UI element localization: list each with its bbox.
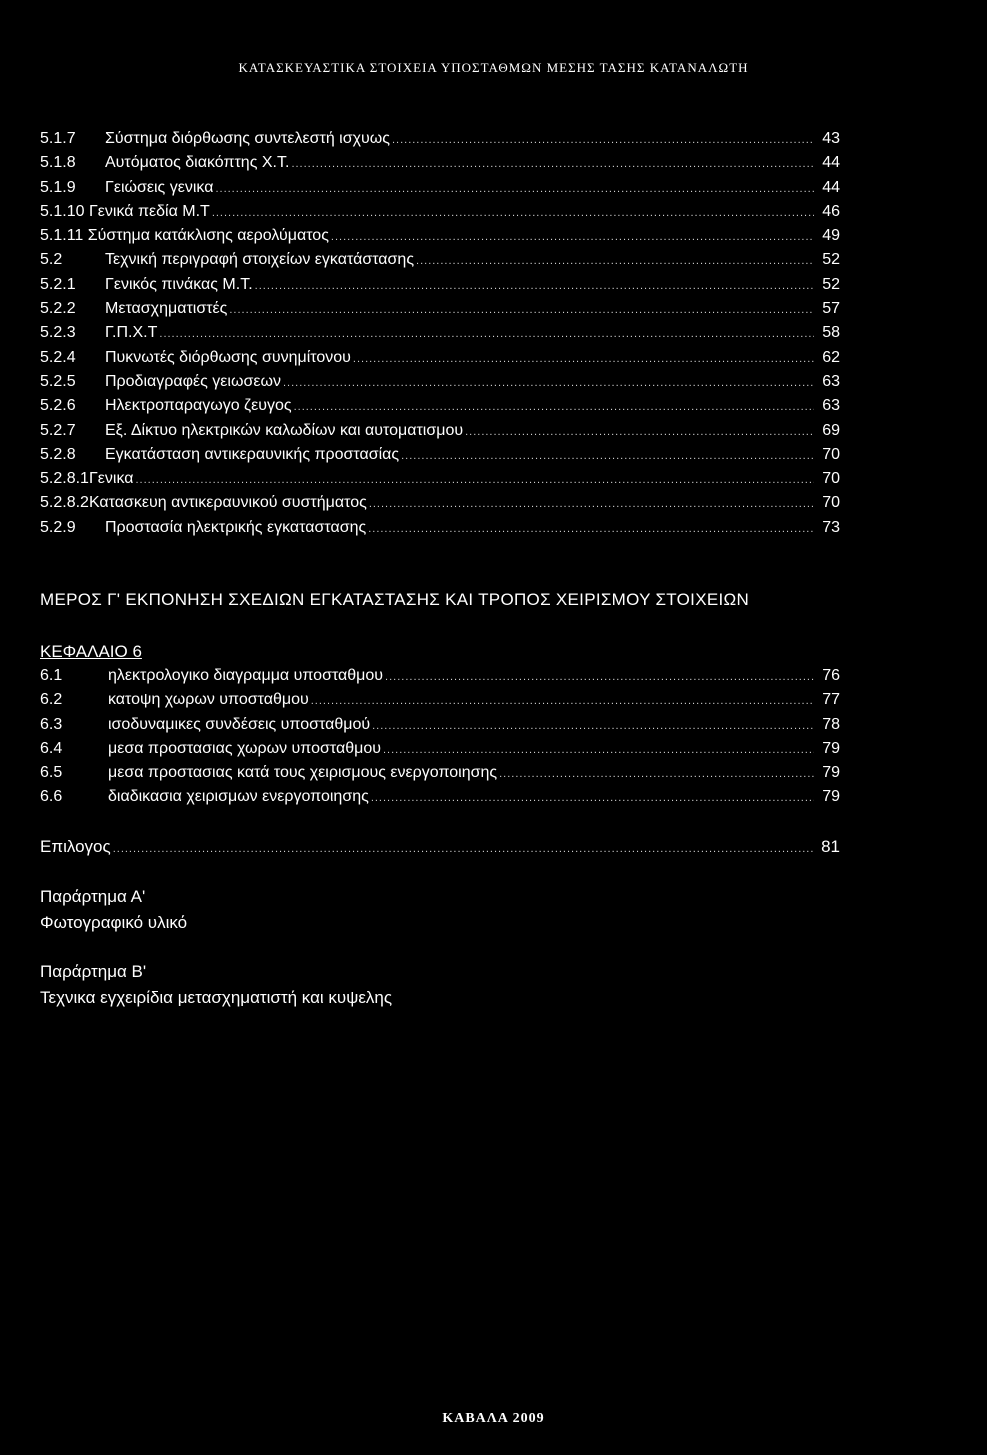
toc-entry [40,443,840,467]
toc-entry-page: 78 [822,715,840,733]
toc-entry [40,737,840,761]
toc-entry-title: Προδιαγραφές γειωσεων [105,372,281,390]
toc-entry-title: μεσα προστασιας χωρων υποσταθμου [108,739,381,757]
leader-dots [372,713,814,738]
toc-entry-page: 70 [822,470,840,488]
appendix-title: Τεχνικα εγχειρίδια μετασχηματιστή και κυψελης [40,988,393,1007]
toc-entry-title: Εγκατάσταση αντικεραυνικής προστασίας [105,445,400,463]
toc-entry-title: Γενικά πεδία Μ.Τ [88,202,210,220]
toc-entry-title: Εξ. Δίκτυο ηλεκτρικών καλωδίων και αυτοματισμου [105,421,464,439]
chapter-heading: ΚΕΦΑΛΑΙΟ 6 [40,642,142,661]
toc-entry [40,761,840,785]
toc-entry [40,419,840,443]
toc-entry-title: Αυτόματος διακόπτης Χ.Τ. [105,154,290,172]
toc-chapter-6 [40,664,840,810]
toc-entry-title: Σύστημα κατάκλισης αερολύματος [87,227,329,245]
toc-entry [40,321,840,345]
toc-epilogue [40,835,840,859]
toc-entry-page: 79 [822,764,840,782]
toc-entry-number: 6.5 [40,764,63,782]
toc-entry-page: 46 [822,202,840,220]
toc-entry-title: Γειώσεις γενικα [105,178,214,196]
leader-dots [392,127,814,152]
toc-entry [40,713,840,737]
toc-entry-page: 44 [822,154,840,172]
toc-entry-title: Τεχνική περιγραφή στοιχείων εγκατάστασης [105,251,415,269]
toc-entry-number: 6.2 [40,691,63,709]
toc-entry [40,346,840,370]
toc-entry [40,297,840,321]
toc-entry-number: 5.2.7 [40,421,76,439]
toc-entry-page: 79 [822,739,840,757]
leader-dots [212,200,814,225]
appendix-label: Παράρτημα Α' [40,887,146,906]
toc-entry-page: 76 [822,667,840,684]
toc-entry [40,467,840,491]
leader-dots [499,761,814,786]
toc-entry-page: 43 [822,130,840,147]
toc-entry [40,151,840,175]
toc-entry [40,491,840,515]
leader-dots [159,321,814,346]
toc-entry-page: 70 [822,494,840,512]
toc-entry-number: 5.1.7 [40,130,76,147]
toc-entry-title: ισοδυναμικες συνδέσεις υποσταθμού [108,715,371,733]
toc-entry-number: 6.3 [40,715,63,733]
toc-entry-number: 6.1 [40,667,63,684]
toc-entry [40,394,840,418]
toc-entry-number: 6.4 [40,739,63,757]
toc-entry-title: Γενικα [88,470,134,488]
toc-entry-number: 5.2.9 [40,518,76,536]
toc-entry-title: διαδικασια χειρισμων ενεργοποιησης [108,788,369,806]
toc-entry-number: 5.1.8 [40,154,76,172]
leader-dots [368,516,814,541]
leader-dots [283,370,814,395]
leader-dots [465,419,814,444]
toc-entry-title: μεσα προστασιας κατά τους χειρισμους ενεργοποιησης [108,764,498,782]
toc-entry-page: 44 [822,178,840,196]
toc-entry [40,370,840,394]
toc-entry-title: Γ.Π.Χ.Τ [105,324,158,342]
toc-entry [40,664,840,688]
toc-entry-number: 5.2.6 [40,397,76,415]
running-header: ΚΑΤΑΣΚΕΥΑΣΤΙΚΑ ΣΤΟΙΧΕΙΑ ΥΠΟΣΤΑΘΜΩΝ ΜΕΣΗΣ ΤΑΣΗΣ ΚΑΤΑΝΑΛΩΤΗ [238,60,749,75]
toc-entry-page: 63 [822,397,840,415]
toc-entry-page: 49 [822,227,840,245]
toc-entry-title: Πυκνωτές διόρθωσης συνημίτονου [105,348,351,366]
leader-dots [416,248,814,273]
leader-dots [113,835,814,861]
toc-entry [40,516,840,540]
toc-entry [40,835,840,859]
leader-dots [255,273,814,298]
toc-entry-page: 58 [822,324,840,342]
toc-entry [40,785,840,809]
toc-entry-page: 77 [822,691,840,709]
leader-dots [229,297,814,322]
toc-entry-page: 73 [822,518,840,536]
appendix-label: Παράρτημα Β' [40,962,147,981]
toc-entry [40,688,840,712]
leader-dots [331,224,814,249]
toc-entry-page: 69 [822,421,840,439]
toc-entry-title: κατοψη χωρων υποσταθμου [108,691,309,709]
toc-entry-title: Προστασία ηλεκτρικής εγκαταστασης [105,518,367,536]
toc-entry-number: 5.2.8 [40,445,76,463]
toc-entry-page: 62 [822,348,840,366]
leader-dots [136,467,815,492]
running-footer: ΚΑΒΑΛΑ 2009 [442,1411,545,1426]
leader-dots [401,443,814,468]
leader-dots [215,176,814,201]
toc-entry-number: 6.6 [40,788,63,806]
toc-entry-page: 79 [822,788,840,806]
toc-entry-title: Επιλογος [40,837,111,856]
toc-entry-page: 63 [822,372,840,390]
toc-entry-number: 5.2.5 [40,372,76,390]
leader-dots [294,394,814,419]
toc-entry-page: 52 [822,275,840,293]
leader-dots [353,346,814,371]
leader-dots [369,491,814,516]
toc-entry-number: 5.1.10 [40,202,85,220]
toc-section-5 [40,127,840,540]
toc-entry-title: ηλεκτρολογικο διαγραμμα υποσταθμου [108,667,384,684]
toc-entry [40,200,840,224]
toc-entry-title: Γενικός πινάκας Μ.Τ. [105,275,253,293]
toc-entry-page: 70 [822,445,840,463]
leader-dots [385,664,814,689]
appendix-b [40,959,392,1011]
appendix-title: Φωτογραφικό υλικό [40,913,188,932]
toc-entry [40,127,840,151]
appendix-a [40,884,187,936]
leader-dots [371,785,814,810]
toc-entry-title: Κατασκευη αντικεραυνικού συστήματος [88,494,367,512]
toc-entry-title: Σύστημα διόρθωσης συντελεστή ισχυως [105,130,390,147]
leader-dots [311,688,814,713]
part-heading: ΜΕΡΟΣ Γ' ΕΚΠΟΝΗΣΗ ΣΧΕΔΙΩΝ ΕΓΚΑΤΑΣΤΑΣΗΣ ΚΑΙ ΤΡΟΠΟΣ ΧΕΙΡΙΣΜΟΥ ΣΤΟΙΧΕΙΩΝ [40,590,750,609]
toc-entry-number: 5.2.2 [40,300,76,318]
leader-dots [291,151,814,176]
toc-entry [40,224,840,248]
toc-entry-page: 52 [822,251,840,269]
toc-entry-number: 5.2.4 [40,348,76,366]
toc-entry-number: 5.2 [40,251,63,269]
toc-entry-title: Μετασχηματιστές [105,300,228,318]
toc-entry-title: Ηλεκτροπαραγωγο ζευγος [105,397,292,415]
toc-entry-number: 5.2.8.1 [40,470,89,488]
toc-entry-number: 5.1.9 [40,178,76,196]
toc-entry-number: 5.2.1 [40,275,76,293]
toc-entry [40,273,840,297]
toc-entry-page: 81 [821,837,840,856]
toc-entry-page: 57 [822,300,840,318]
toc-entry-number: 5.2.3 [40,324,76,342]
toc-entry [40,176,840,200]
toc-entry-number: 5.1.11 [40,227,84,245]
toc-entry [40,248,840,272]
leader-dots [383,737,814,762]
toc-entry-number: 5.2.8.2 [40,494,89,512]
